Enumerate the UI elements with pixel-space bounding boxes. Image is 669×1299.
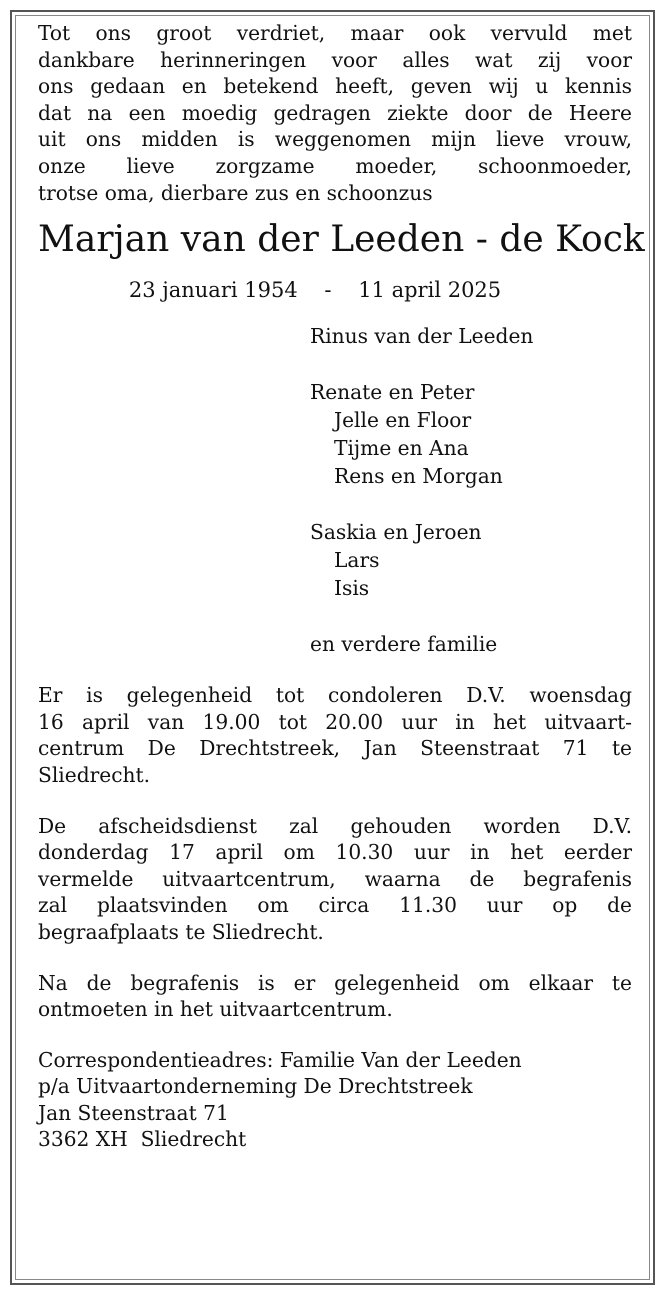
intro-line: dat na een moedig gedragen ziekte door de Heere <box>38 100 632 125</box>
family-list <box>310 322 632 658</box>
life-dates: 23 januari 1954 - 11 april 2025 <box>128 278 502 303</box>
correspondence-line: p/a Uitvaartonderneming De Drechtstreek <box>38 1074 473 1099</box>
family-parents: Saskia en Jeroen <box>310 520 482 545</box>
intro-paragraph <box>38 20 632 206</box>
family-spouse: Rinus van der Leeden <box>310 324 534 349</box>
family-parents: Renate en Peter <box>310 380 475 405</box>
family-child: Lars <box>334 548 380 573</box>
intro-line: uit ons midden is weggenomen mijn lieve vrouw, <box>38 127 632 152</box>
service-line: begraafplaats te Sliedrecht. <box>38 919 324 944</box>
family-spacer <box>310 350 632 378</box>
intro-line: trotse oma, dierbare zus en schoonzus <box>38 180 433 205</box>
condolence-line: Er is gelegenheid tot condoleren D.V. woensdag <box>38 683 632 708</box>
condolence-line: 16 april van 19.00 tot 20.00 uur in het uitvaart- <box>38 709 632 734</box>
after-paragraph <box>38 970 632 1023</box>
service-paragraph <box>38 813 632 946</box>
intro-line: Tot ons groot verdriet, maar ook vervuld met <box>38 21 632 45</box>
deceased-name: Marjan van der Leeden - de Kock <box>38 219 645 261</box>
condolence-paragraph <box>38 682 632 788</box>
correspondence-line: Correspondentieadres: Familie Van der Leeden <box>38 1047 522 1072</box>
condolence-line: Sliedrecht. <box>38 762 151 787</box>
condolence-line: centrum De Drechtstreek, Jan Steenstraat 71 te <box>38 736 632 761</box>
correspondence-address <box>38 1047 632 1153</box>
service-line: donderdag 17 april om 10.30 uur in het eerder <box>38 840 632 865</box>
after-line: ontmoeten in het uitvaartcentrum. <box>38 997 393 1022</box>
family-child: Tijme en Ana <box>334 436 469 461</box>
correspondence-line: Jan Steenstraat 71 <box>38 1100 229 1125</box>
intro-line: ons gedaan en betekend heeft, geven wij u kennis <box>38 74 632 99</box>
family-child: Rens en Morgan <box>334 464 503 489</box>
intro-line: onze lieve zorgzame moeder, schoonmoeder, <box>38 153 632 178</box>
family-child: Isis <box>334 576 370 601</box>
obituary-notice <box>38 20 645 1153</box>
correspondence-line: 3362 XH Sliedrecht <box>38 1127 247 1152</box>
family-others: en verdere familie <box>310 632 498 657</box>
service-line: De afscheidsdienst zal gehouden worden D.V. <box>38 813 632 838</box>
service-line: zal plaatsvinden om circa 11.30 uur op de <box>38 893 632 918</box>
intro-line: dankbare herinneringen voor alles wat zij voor <box>38 47 632 72</box>
family-child: Jelle en Floor <box>334 408 472 433</box>
after-line: Na de begrafenis is er gelegenheid om elkaar te <box>38 970 632 995</box>
service-line: vermelde uitvaartcentrum, waarna de begrafenis <box>38 866 632 891</box>
family-spacer <box>310 602 632 630</box>
family-spacer <box>310 490 632 518</box>
